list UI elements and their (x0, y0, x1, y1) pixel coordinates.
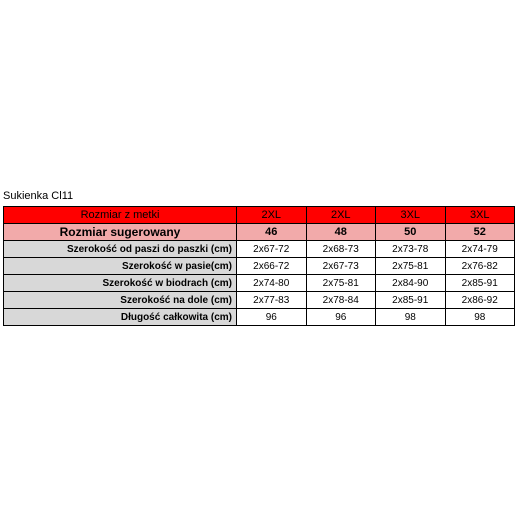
measurement-row (4, 309, 515, 326)
measurement-label: Szerokość od paszi do paszki (cm) (4, 241, 237, 258)
measurement-cell: 98 (445, 309, 515, 326)
size-chart-table (3, 206, 515, 326)
measurement-cell: 2x84-90 (376, 275, 446, 292)
measurement-cell: 2x74-79 (445, 241, 515, 258)
measurement-cell: 2x66-72 (237, 258, 307, 275)
tag-size-row (4, 207, 515, 224)
tag-size-cell: 2XL (306, 207, 376, 224)
measurement-row (4, 292, 515, 309)
measurement-cell: 2x73-78 (376, 241, 446, 258)
measurement-cell: 2x75-81 (306, 275, 376, 292)
tag-size-cell: 3XL (445, 207, 515, 224)
measurement-cell: 2x68-73 (306, 241, 376, 258)
measurement-cell: 2x86-92 (445, 292, 515, 309)
measurement-cell: 2x85-91 (376, 292, 446, 309)
tag-size-label: Rozmiar z metki (4, 207, 237, 224)
measurement-label: Szerokość na dole (cm) (4, 292, 237, 309)
suggested-size-label: Rozmiar sugerowany (4, 224, 237, 241)
suggested-size-cell: 48 (306, 224, 376, 241)
measurement-label: Szerokość w pasie(cm) (4, 258, 237, 275)
measurement-row (4, 275, 515, 292)
measurement-cell: 98 (376, 309, 446, 326)
measurement-cell: 2x75-81 (376, 258, 446, 275)
suggested-size-cell: 50 (376, 224, 446, 241)
measurement-cell: 2x67-72 (237, 241, 307, 258)
measurement-row (4, 258, 515, 275)
measurement-cell: 2x76-82 (445, 258, 515, 275)
suggested-size-row (4, 224, 515, 241)
suggested-size-cell: 52 (445, 224, 515, 241)
tag-size-cell: 2XL (237, 207, 307, 224)
measurement-label: Szerokość w biodrach (cm) (4, 275, 237, 292)
tag-size-cell: 3XL (376, 207, 446, 224)
measurement-cell: 96 (306, 309, 376, 326)
measurement-cell: 2x78-84 (306, 292, 376, 309)
measurement-cell: 2x74-80 (237, 275, 307, 292)
table-title: Sukienka Cl11 (3, 190, 74, 202)
measurement-cell: 2x85-91 (445, 275, 515, 292)
measurement-cell: 2x77-83 (237, 292, 307, 309)
suggested-size-cell: 46 (237, 224, 307, 241)
measurement-row (4, 241, 515, 258)
measurement-cell: 2x67-73 (306, 258, 376, 275)
measurement-cell: 96 (237, 309, 307, 326)
measurement-label: Długość całkowita (cm) (4, 309, 237, 326)
